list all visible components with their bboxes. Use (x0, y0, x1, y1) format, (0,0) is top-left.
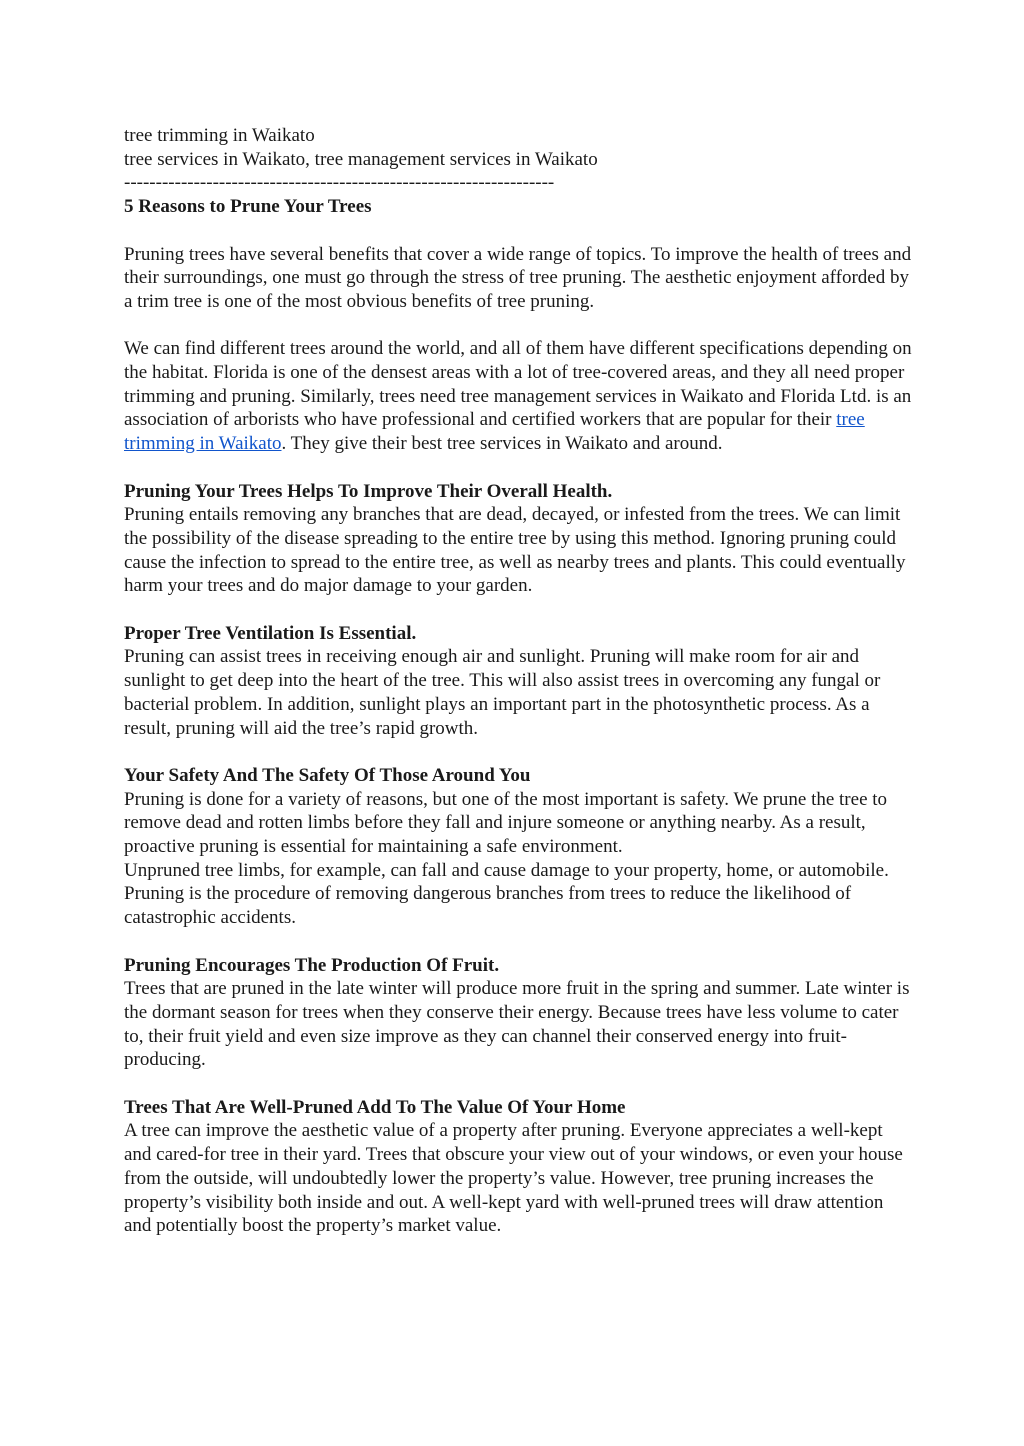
section-heading-home-value: Trees That Are Well-Pruned Add To The Value Of Your Home (124, 1096, 626, 1118)
section-body-health: Pruning entails removing any branches that are dead, decayed, or infested from the trees. We can limit the possibility of the disease spreading to the entire tree by using this method. Ignoring pruning could cause the infection to spread to the entire tree, as well as nearby trees and plants. This could eventually harm your trees and do major damage to your garden. (124, 504, 906, 597)
section-body-safety: Pruning is done for a variety of reasons, but one of the most important is safety. We prune the tree to remove dead and rotten limbs before they fall and injure someone or anything nearby. As a result, proactive pruning is essential for maintaining a safe environment. (124, 788, 888, 858)
intro-paragraph-2-text-after: . They give their best tree services in Waikato and around. (281, 433, 723, 455)
spacer (124, 598, 914, 622)
keyword-line-1: tree trimming in Waikato (124, 125, 315, 146)
tree-trimming-link[interactable]: tree trimming in Waikato (124, 409, 865, 455)
spacer (124, 930, 914, 954)
section-body-home-value: A tree can improve the aesthetic value of a property after pruning. Everyone appreciates a well-kept and cared-for tree in their yard. Trees that obscure your view out of your windows, or even your house from the outside, will undoubtedly lower the property’s value. However, tree pruning increases the property’s visibility both inside and out. A well-kept yard with well-pruned trees will draw attention and potentially boost the property’s market value. (124, 1120, 903, 1237)
keyword-line-2: tree services in Waikato, tree management services in Waikato (124, 148, 598, 170)
section-body-safety-continued: Unpruned tree limbs, for example, can fall and cause damage to your property, home, or automobile. Pruning is the procedure of removing dangerous branches from trees to reduce the likelihood of catastrophic accidents. (124, 859, 889, 929)
document-page (124, 124, 914, 1238)
section-heading-fruit: Pruning Encourages The Production Of Fruit. (124, 954, 500, 976)
section-body-ventilation: Pruning can assist trees in receiving enough air and sunlight. Pruning will make room for air and sunlight to get deep into the heart of the tree. This will also assist trees in overcoming any fungal or bacterial problem. In addition, sunlight plays an important part in the photosynthetic process. As a result, pruning will aid the tree’s rapid growth. (124, 646, 881, 739)
spacer (124, 219, 914, 243)
intro-paragraph-2 (124, 337, 914, 456)
spacer (124, 740, 914, 764)
intro-paragraph-1: Pruning trees have several benefits that cover a wide range of topics. To improve the health of trees and their surroundings, one must go through the stress of tree pruning. The aesthetic enjoyment afforded by a trim tree is one of the most obvious benefits of tree pruning. (124, 243, 912, 312)
intro-paragraph-2-text-before: We can find different trees around the world, and all of them have different specifications depending on the habitat. Florida is one of the densest areas with a lot of tree-covered areas, and they all need proper trimming and pruning. Similarly, trees need tree management services in Waikato and Florida Ltd. is an association of arborists who have professional and certified workers that are popular for their (124, 338, 912, 431)
document-title: 5 Reasons to Prune Your Trees (124, 196, 372, 218)
section-heading-ventilation: Proper Tree Ventilation Is Essential. (124, 622, 417, 644)
spacer (124, 314, 914, 338)
spacer (124, 1072, 914, 1096)
section-body-fruit: Trees that are pruned in the late winter will produce more fruit in the spring and summer. Late winter is the dormant season for trees when they conserve their energy. Because trees have less volume to cater to, their fruit yield and even size improve as they can channel their conserved energy into fruit-producing. (124, 978, 910, 1071)
section-heading-health: Pruning Your Trees Helps To Improve Their Overall Health. (124, 480, 613, 502)
spacer (124, 456, 914, 480)
section-heading-safety: Your Safety And The Safety Of Those Around You (124, 764, 531, 786)
divider-line: -------------------------------------------------------------------- (124, 172, 555, 194)
